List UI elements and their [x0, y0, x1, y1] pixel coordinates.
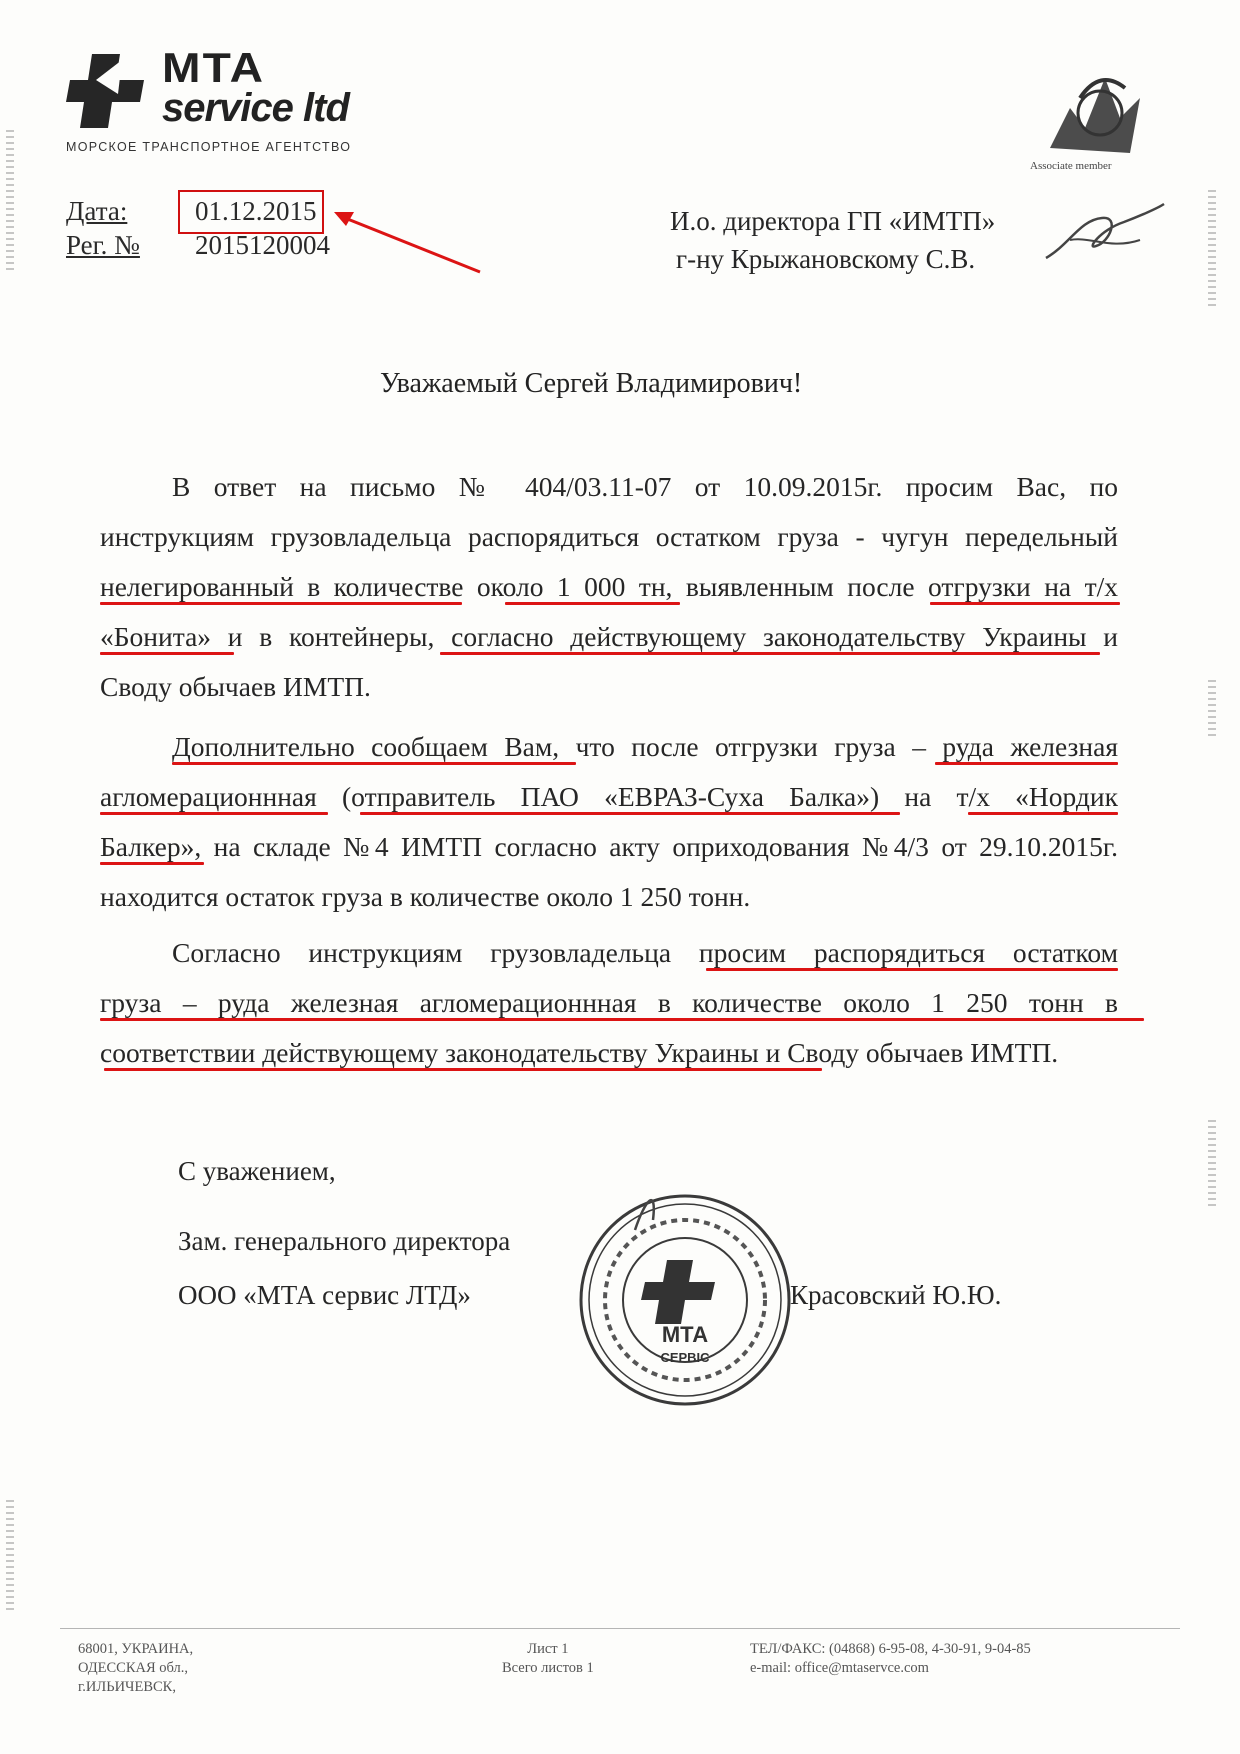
annotation-underline — [968, 812, 1118, 815]
date-value: 01.12.2015 — [195, 196, 317, 226]
association-label: Associate member — [1030, 160, 1112, 172]
recipient-line1: И.о. директора ГП «ИМТП» — [670, 206, 996, 236]
p2-line2: агломерационнная (отправитель ПАО «ЕВРАЗ-Суха Балка») на т/х «Нордик — [100, 781, 1118, 812]
annotation-underline — [935, 762, 1118, 765]
footer-sheet — [502, 1640, 594, 1678]
p3-line2: груза – руда железная агломерационнная в количестве около 1 250 тонн в — [100, 987, 1118, 1018]
annotation-underline — [104, 1068, 822, 1071]
footer-contact-line: ТЕЛ/ФАКС: (04868) 6-95-08, 4-30-91, 9-04-85 — [750, 1641, 1031, 1657]
footer-contact-line: e-mail: office@mtaservce.com — [750, 1660, 929, 1676]
annotation-underline — [440, 652, 1100, 655]
signatory-name: Красовский Ю.Ю. — [790, 1280, 1002, 1310]
seal-center-text: МТА — [661, 1322, 709, 1347]
recipient-signature-icon — [1040, 200, 1170, 270]
p2-line1: Дополнительно сообщаем Вам, что после отгрузки груза – руда железная — [172, 731, 1118, 762]
signatory-position: Зам. генерального директора — [178, 1226, 511, 1256]
scan-edge-right — [1208, 190, 1216, 310]
seal-center-sub: СЕРВІС — [660, 1350, 710, 1365]
p3-line1: Согласно инструкциям грузовладельца просим распорядиться остатком — [172, 937, 1118, 968]
p1-line5: Своду обычаев ИМТП. — [100, 671, 371, 702]
p3-line3: соответствии действующему законодательству Украины и Своду обычаев ИМТП. — [100, 1037, 1059, 1068]
association-emblem-icon — [1030, 58, 1160, 168]
footer-address-line: 68001, УКРАИНА, — [78, 1641, 194, 1657]
logo-service-text: service ltd — [162, 86, 349, 130]
footer-sheet-line: Лист 1 — [527, 1641, 569, 1657]
annotation-underline — [100, 652, 234, 655]
logo-mta-text: MTA — [162, 44, 266, 91]
mta-logo-mark-icon — [62, 50, 148, 130]
p1-line2: инструкциям грузовладельца распорядиться остатком груза - чугун передельный — [100, 521, 1118, 552]
scan-edge-right-3 — [1208, 1120, 1216, 1210]
annotation-arrow-icon — [330, 200, 490, 280]
footer-sheet-line: Всего листов 1 — [502, 1660, 594, 1676]
annotation-underline — [930, 602, 1120, 605]
scan-edge-left — [6, 130, 14, 270]
reg-label: Рег. № — [66, 230, 140, 260]
p1-line3: нелегированный в количестве около 1 000 тн, выявленным после отгрузки на т/х — [100, 571, 1118, 602]
footer-contacts — [750, 1640, 1031, 1678]
footer-address-line: г.ИЛЬИЧЕВСК, — [78, 1679, 176, 1695]
date-label: Дата: — [66, 196, 128, 226]
p1-line1: В ответ на письмо № 404/03.11-07 от 10.09.2015г. просим Вас, по — [172, 471, 1118, 502]
recipient-line2: г-ну Крыжановскому С.В. — [676, 244, 976, 274]
annotation-underline — [706, 968, 1118, 971]
footer-address-line: ОДЕССКАЯ обл., — [78, 1660, 189, 1676]
footer-divider — [60, 1628, 1180, 1629]
scan-edge-left-2 — [6, 1500, 14, 1610]
annotation-underline — [100, 602, 462, 605]
date-highlight-box — [178, 190, 324, 234]
salutation: Уважаемый Сергей Владимирович! — [380, 368, 803, 399]
annotation-underline — [172, 762, 576, 765]
closing: С уважением, — [178, 1156, 336, 1186]
signatory-company: ООО «МТА сервис ЛТД» — [178, 1280, 471, 1310]
company-logo — [62, 40, 392, 160]
logo-tagline: МОРСКОЕ ТРАНСПОРТНОЕ АГЕНТСТВО — [66, 140, 352, 154]
annotation-underline — [505, 602, 680, 605]
annotation-underline — [100, 862, 204, 865]
reg-value: 2015120004 — [195, 230, 330, 260]
scan-edge-right-2 — [1208, 680, 1216, 740]
p1-line4: «Бонита» и в контейнеры, согласно действующему законодательству Украины и — [100, 621, 1118, 652]
annotation-underline — [100, 1018, 1144, 1021]
p2-line4: находится остаток груза в количестве около 1 250 тонн. — [100, 881, 751, 912]
company-seal-icon — [575, 1190, 795, 1410]
p2-line3: Балкер», на складе №4 ИМТП согласно акту оприходования №4/3 от 29.10.2015г. — [100, 831, 1118, 862]
annotation-underline — [360, 812, 900, 815]
footer-address — [78, 1640, 193, 1697]
annotation-underline — [100, 812, 328, 815]
